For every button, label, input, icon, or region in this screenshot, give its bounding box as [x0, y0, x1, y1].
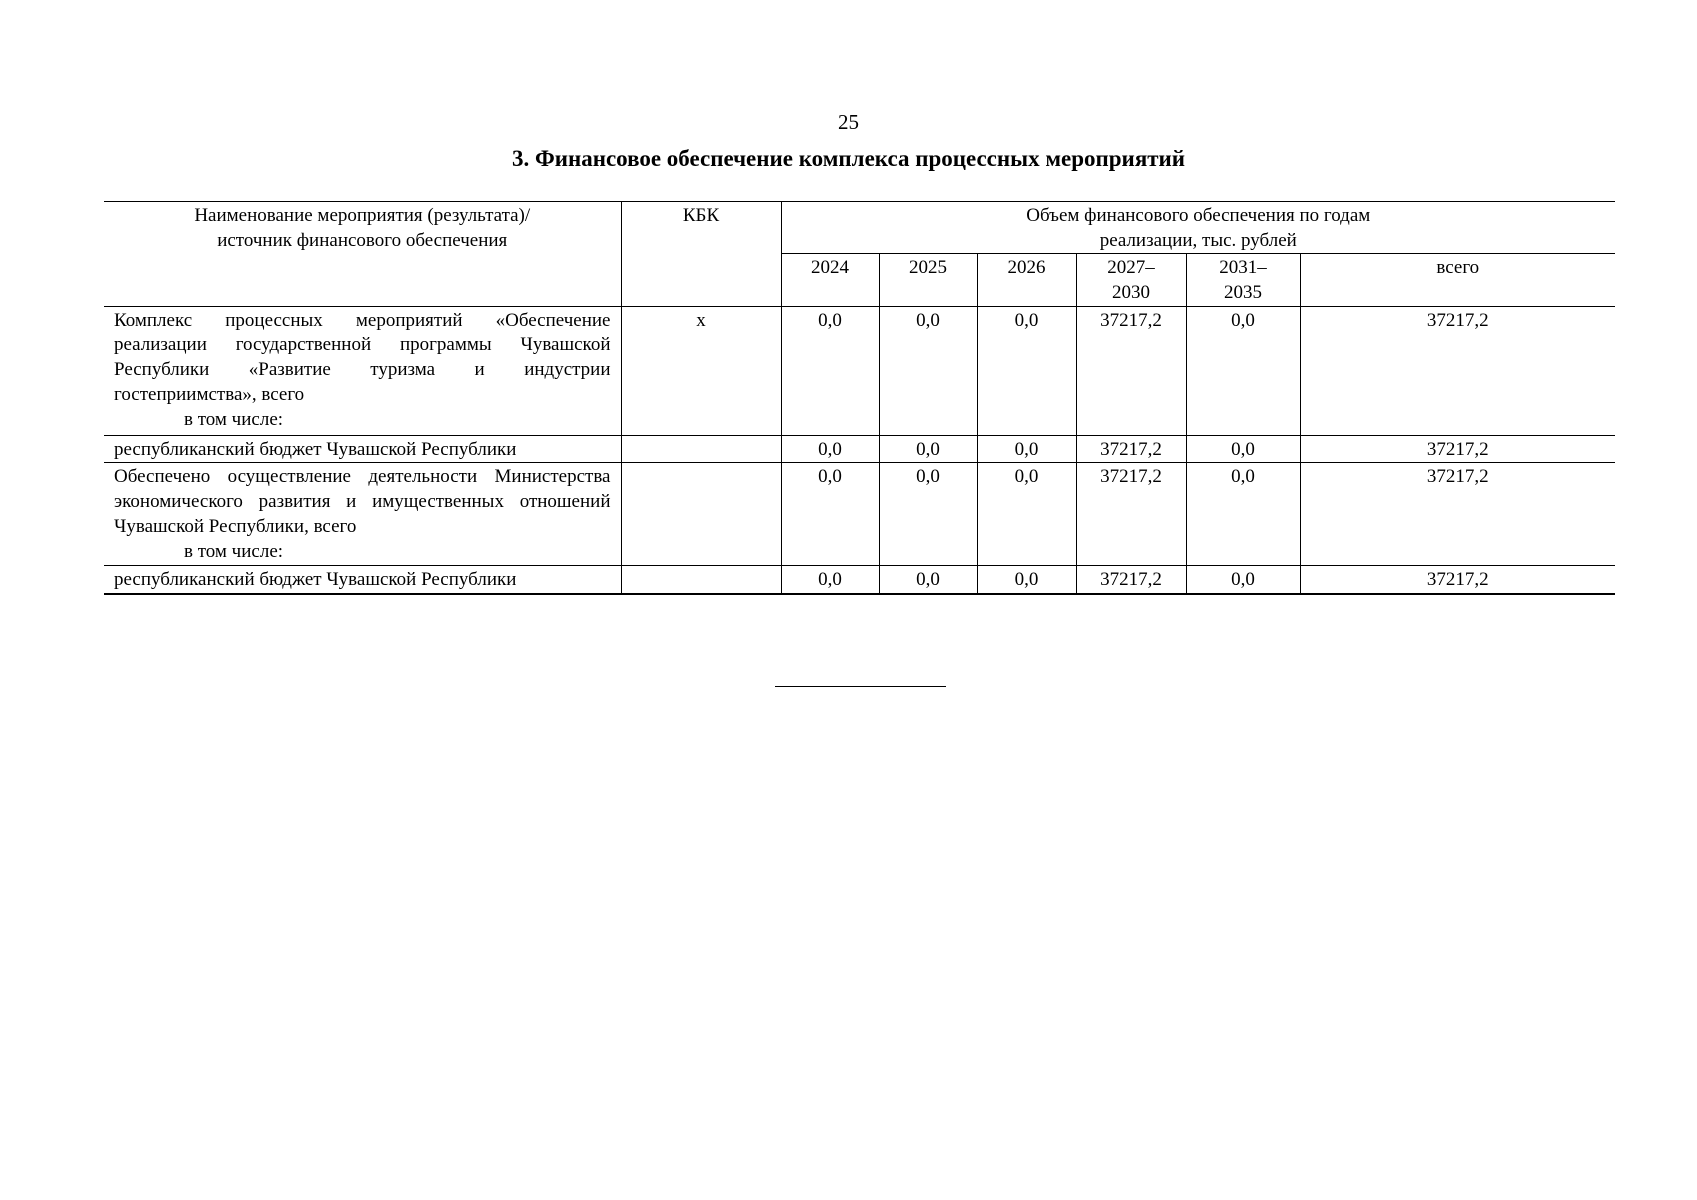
row-name [104, 463, 621, 566]
row-value: 0,0 [977, 306, 1076, 435]
table-row [104, 435, 1615, 463]
row-including-text: в том числе: [184, 540, 284, 562]
row-name: республиканский бюджет Чувашской Республики [104, 566, 621, 594]
row-value: 0,0 [977, 435, 1076, 463]
table-row [104, 306, 1615, 435]
header-year-text: всего [1436, 257, 1480, 279]
row-value: 37217,2 [1076, 435, 1186, 463]
row-value: 0,0 [977, 463, 1076, 566]
row-value: 37217,2 [1076, 306, 1186, 435]
row-name [104, 306, 621, 435]
table-header-row [104, 202, 1615, 254]
header-year [879, 254, 977, 306]
row-value: 0,0 [1186, 463, 1300, 566]
header-volume [781, 202, 1615, 254]
header-year-text: 2035 [1224, 282, 1262, 304]
page-title: 3. Финансовое обеспечение комплекса процессных мероприятий [511, 146, 1186, 171]
header-year-text: 2025 [909, 257, 947, 279]
header-name-line-1: Наименование мероприятия (результата)/ [194, 205, 531, 226]
header-year-text: 2027– [1107, 257, 1155, 279]
row-value: 0,0 [1186, 435, 1300, 463]
row-value: 0,0 [1186, 566, 1300, 594]
row-value: 37217,2 [1076, 463, 1186, 566]
header-name-line-2: источник финансового обеспечения [217, 229, 508, 251]
row-value: 37217,2 [1076, 566, 1186, 594]
table-row [104, 463, 1615, 566]
row-total: 37217,2 [1300, 566, 1615, 594]
page-number: 25 [838, 110, 859, 134]
header-year-text: 2024 [811, 257, 849, 279]
row-value: 0,0 [1186, 306, 1300, 435]
row-kbk [621, 463, 781, 566]
financing-table [104, 201, 1615, 595]
row-including-text: в том числе: [184, 408, 284, 430]
row-name-text: Обеспечено осуществление деятельности Министерства экономического развития и имущественных отношений Чувашской Республики, всего [114, 466, 611, 537]
row-value: 0,0 [781, 566, 879, 594]
row-total: 37217,2 [1300, 463, 1615, 566]
table-row [104, 566, 1615, 594]
row-value: 0,0 [879, 566, 977, 594]
row-total: 37217,2 [1300, 306, 1615, 435]
header-year-text: 2031– [1219, 257, 1267, 279]
row-value: 0,0 [879, 463, 977, 566]
header-year-text: 2030 [1112, 282, 1150, 304]
header-year [781, 254, 879, 306]
row-value: 0,0 [781, 306, 879, 435]
row-total: 37217,2 [1300, 435, 1615, 463]
row-value: 0,0 [781, 463, 879, 566]
header-volume-line-1: Объем финансового обеспечения по годам [1026, 205, 1371, 226]
header-kbk: КБК [621, 202, 781, 307]
row-value: 0,0 [879, 306, 977, 435]
row-kbk [621, 566, 781, 594]
row-name-text: Комплекс процессных мероприятий «Обеспечение реализации государственной программы Чувашской Республики «Развитие туризма и индустрии гостеприимства», всего [114, 309, 611, 405]
row-value: 0,0 [879, 435, 977, 463]
row-kbk [621, 435, 781, 463]
header-volume-line-2: реализации, тыс. рублей [1099, 229, 1297, 251]
row-name: республиканский бюджет Чувашской Республики [104, 435, 621, 463]
row-kbk: х [621, 306, 781, 435]
header-year-range [1186, 254, 1300, 306]
header-name [104, 202, 621, 307]
end-rule [775, 686, 946, 687]
header-total [1300, 254, 1615, 306]
header-year-text: 2026 [1007, 257, 1046, 279]
row-value: 0,0 [977, 566, 1076, 594]
header-year [977, 254, 1076, 306]
header-year-range [1076, 254, 1186, 306]
row-value: 0,0 [781, 435, 879, 463]
